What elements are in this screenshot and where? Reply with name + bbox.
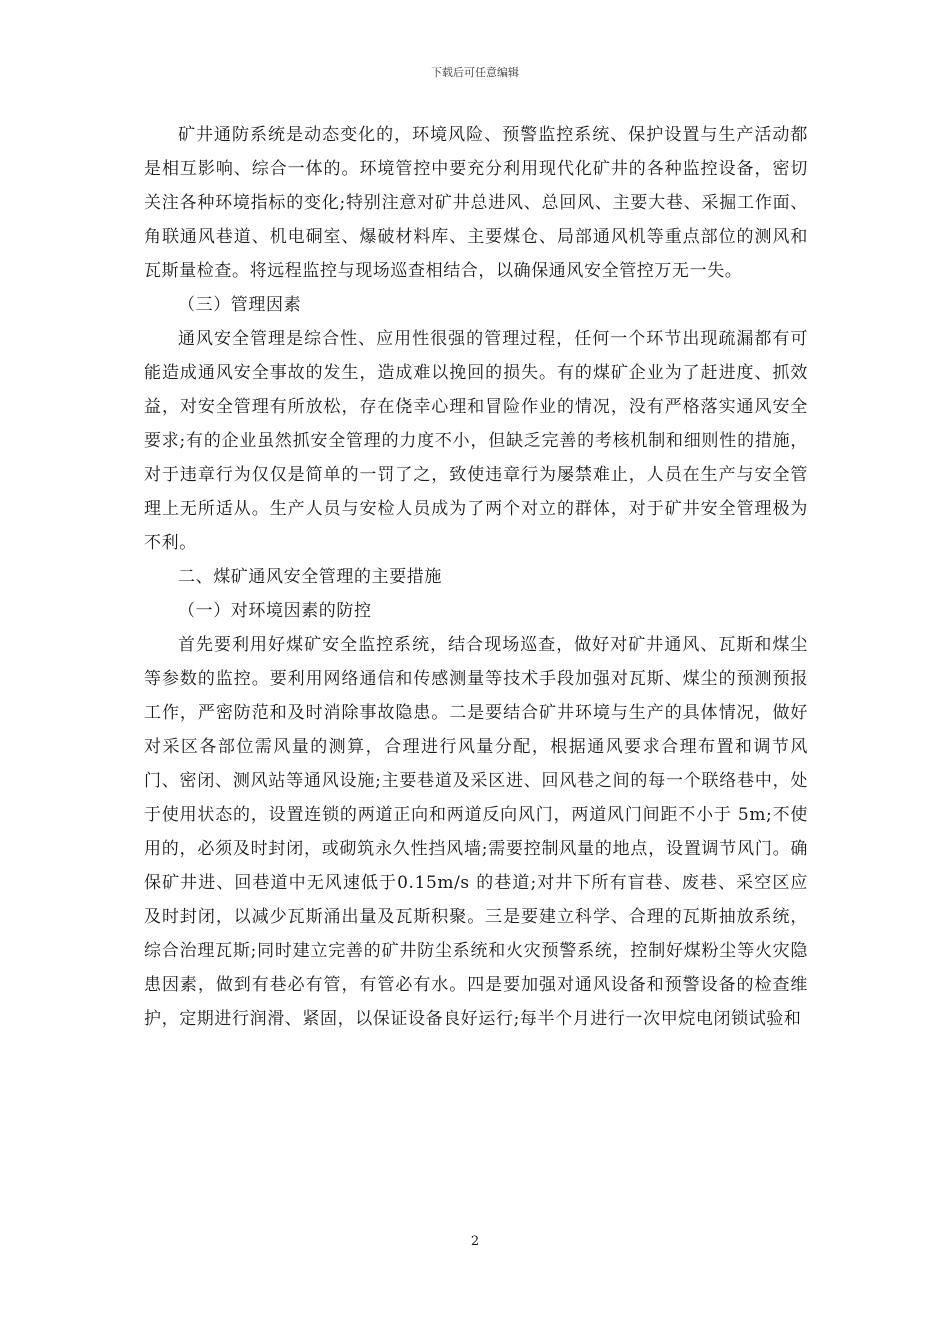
paragraph-management-factors: 通风安全管理是综合性、应用性很强的管理过程，任何一个环节出现疏漏都有可能造成通风安全事故的发生，造成难以挽回的损失。有的煤矿企业为了赶进度、抓效益，对安全管理有所放松，存在侥幸心理和冒险作业的情况，没有严格落实通风安全要求;有的企业虽然抓安全管理的力度不小，但缺乏完善的考核机制和细则性的措施，对于违章行为仅仅是简单的一罚了之，致使违章行为屡禁难止，人员在生产与安全管理上无所适从。生产人员与安检人员成为了两个对立的群体，对于矿井安全管理极为不利。 [144, 329, 808, 553]
section-heading-management-factors: （三）管理因素 [178, 295, 302, 315]
paragraph-environment-prevention: 首先要利用好煤矿安全监控系统，结合现场巡查，做好对矿井通风、瓦斯和煤尘等参数的监控。要利用网络通信和传感测量等技术手段加强对瓦斯、煤尘的预测预报工作，严密防范和及时消除事故隐患。二是要结合矿井环境与生产的具体情况，做好对采区各部位需风量的测算，合理进行风量分配，根据通风要求合理布置和调节风门、密闭、测风站等通风设施;主要巷道及采区进、回风巷之间的每一个联络巷中，处于使用状态的，设置连锁的两道正向和两道反向风门，两道风门间距不小于 5m;不使用的，必须及时封闭，或砌筑永久性挡风墙;需要控制风量的地点，设置调节风门。确保矿井进、回巷道中无风速低于0.15m/s 的巷道;对井下所有盲巷、废巷、采空区应及时封闭，以减少瓦斯涌出量及瓦斯积聚。三是要建立科学、合理的瓦斯抽放系统，综合治理瓦斯;同时建立完善的矿井防尘系统和火灾预警系统，控制好煤粉尘等火灾隐患因素，做到有巷必有管，有管必有水。四是要加强对通风设备和预警设备的检查维护，定期进行润滑、紧固，以保证设备良好运行;每半个月进行一次甲烷电闭锁试验和 [144, 635, 808, 1029]
page-header: 下载后可任意编辑 [431, 66, 519, 79]
chapter-heading-main-measures: 二、煤矿通风安全管理的主要措施 [178, 567, 442, 587]
page-number: 2 [470, 1234, 480, 1249]
document-body [144, 118, 808, 1036]
section-heading-environment-prevention: （一）对环境因素的防控 [178, 601, 372, 621]
paragraph-environment-control: 矿井通防系统是动态变化的，环境风险、预警监控系统、保护设置与生产活动都是相互影响、综合一体的。环境管控中要充分利用现代化矿井的各种监控设备，密切关注各种环境指标的变化;特别注意对矿井总进风、总回风、主要大巷、采掘工作面、角联通风巷道、机电硐室、爆破材料库、主要煤仓、局部通风机等重点部位的测风和瓦斯量检查。将远程监控与现场巡查相结合，以确保通风安全管控万无一失。 [144, 125, 808, 281]
